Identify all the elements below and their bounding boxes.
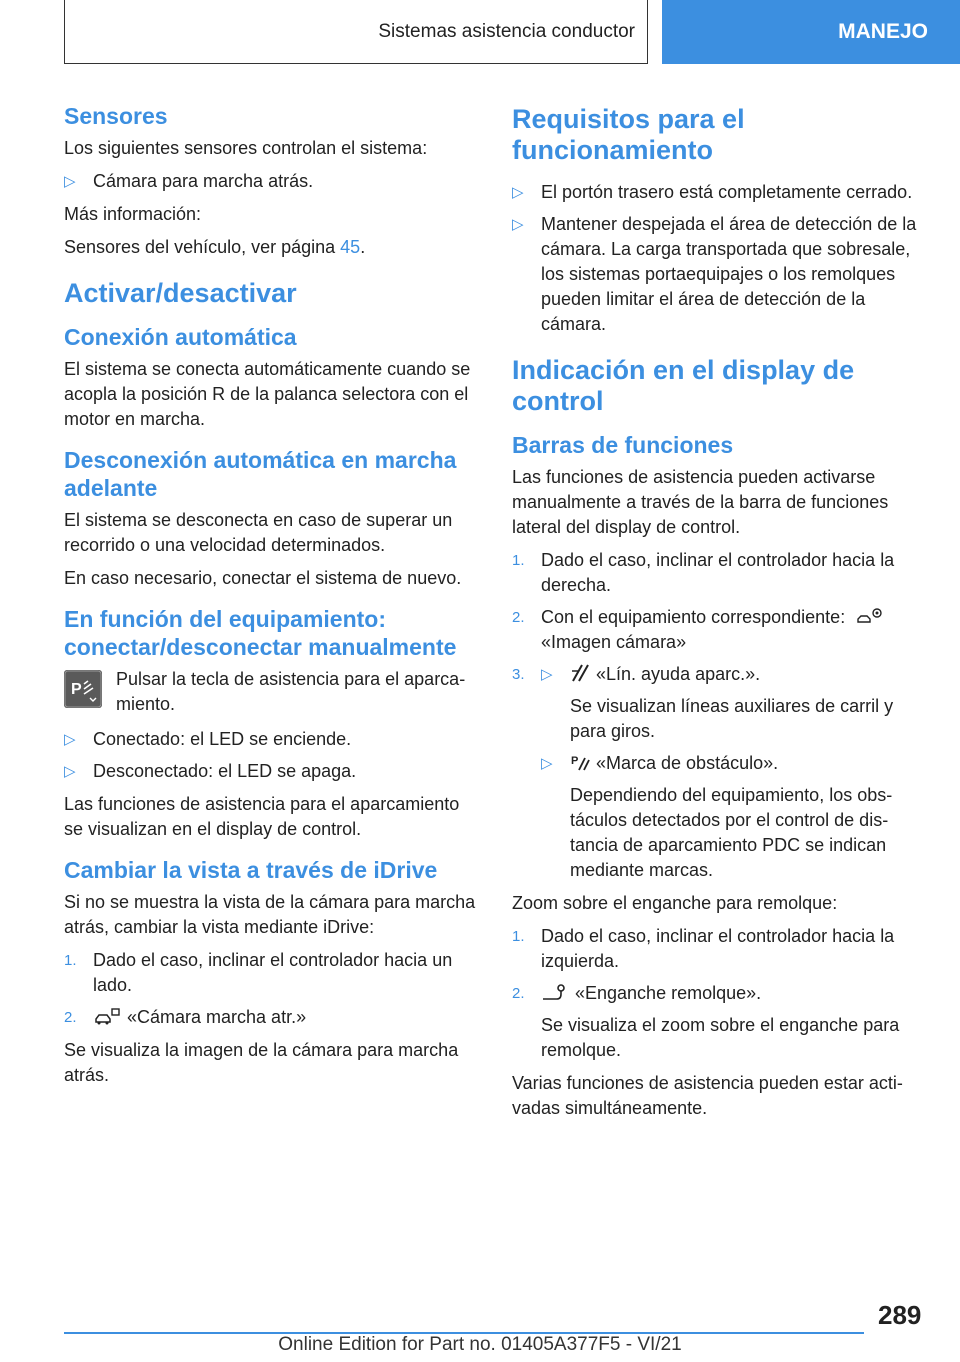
- sub-item-desc: Dependiendo del equipamiento, los obstáculos detectados por el control de distancia de aparcamiento PDC se indican mediante marcas.: [570, 785, 893, 880]
- obstacle-mark-icon: [570, 752, 590, 772]
- sensores-list: [64, 169, 482, 194]
- page-number: 289: [878, 1300, 922, 1330]
- sensores-text: Los siguientes sensores controlan el sistema:: [64, 138, 428, 158]
- zoom-steps: [512, 924, 928, 1063]
- conexion-text: El sistema se conecta automáticamente cuando se acopla la posición R de la palanca selectora con el motor en marcha.: [64, 359, 471, 429]
- header-chapter-label: MANEJO: [838, 20, 928, 43]
- bullet-triangle-icon: ▷: [512, 216, 524, 233]
- header-chapter-tab: [662, 0, 960, 64]
- list-item: 3. ▷ «Lín. ayuda aparc.». Se visualizan líneas auxiliares de carril y para giros. ▷ P «Marca de obstáculo». Dependiendo del equipamiento, los obstáculos detectados por el control de distancia de aparcamiento PDC se indican mediante marcas.: [512, 662, 928, 883]
- heading-activar: Activar/desactivar: [64, 278, 297, 308]
- cambiar-text: Si no se muestra la vista de la cámara para marcha atrás, cambiar la vista mediante iDrive:: [64, 892, 476, 937]
- barras-text: Las funciones de asistencia pueden activarse manualmente a través de la barra de funciones lateral del display de control.: [512, 467, 889, 537]
- desconexion-text-2: En caso necesario, conectar el sistema de nuevo.: [64, 568, 462, 588]
- bullet-triangle-icon: ▷: [541, 666, 553, 683]
- list-item: ▷ Mantener despejada el área de detección de la cámara. La carga transportada que sobresale, los sistemas portaequipajes o los remolques pueden limitar el área de detección de la cámara.: [512, 212, 928, 337]
- mas-info-text: Más información:: [64, 204, 202, 224]
- bullet-triangle-icon: ▷: [64, 763, 76, 780]
- list-item: ▷ Desconectado: el LED se apaga.: [64, 759, 482, 784]
- heading-conexion: Conexión automática: [64, 324, 297, 350]
- heading-requisitos: Requisitos para el funcionamiento: [512, 104, 745, 165]
- list-item: 2. «Cámara marcha atr.»: [64, 1007, 307, 1027]
- heading-funcion-equipamiento: En función del equipamiento: conectar/desconectar manualmente: [64, 606, 457, 660]
- right-column: [512, 100, 928, 1129]
- list-item: 1. Dado el caso, inclinar el controlador hacia la izquierda.: [512, 926, 895, 971]
- sub-item-obstacle: ▷ P «Marca de obstáculo».: [541, 751, 928, 776]
- led-list: [64, 727, 482, 784]
- heading-indicacion: Indicación en el display de control: [512, 355, 855, 416]
- list-item: 2. Con el equipamiento correspondiente: «Imagen cámara»: [512, 605, 928, 655]
- tecla-text: Pulsar la tecla de asistencia para el aparcamiento.: [116, 669, 466, 714]
- parking-key-row: [64, 667, 482, 717]
- list-item: ▷ El portón trasero está completamente cerrado.: [512, 180, 928, 205]
- list-item: 1. Dado el caso, inclinar el controlador hacia un lado.: [64, 950, 453, 995]
- trailer-hitch-icon: [541, 982, 569, 1002]
- varias-text: Varias funciones de asistencia pueden estar activadas simultáneamente.: [512, 1073, 903, 1118]
- guide-lines-icon: [570, 663, 590, 683]
- list-item: 1. Dado el caso, inclinar el controlador hacia la derecha.: [512, 550, 895, 595]
- bullet-triangle-icon: ▷: [541, 755, 553, 772]
- footer-edition: Online Edition for Part no. 01405A377F5 - VI/21: [278, 1334, 682, 1355]
- camera-car-icon: [93, 1006, 121, 1026]
- sub-item-desc: Se visualizan líneas auxiliares de carril y para giros.: [570, 696, 894, 741]
- svg-text:P: P: [71, 681, 82, 698]
- zoom-text: Zoom sobre el enganche para remolque:: [512, 893, 838, 913]
- sensores-reference: Sensores del vehículo, ver página 45.: [64, 237, 366, 257]
- desconexion-text-1: El sistema se desconecta en caso de superar un recorrido o una velocidad determinados.: [64, 510, 453, 555]
- header-section-box: [64, 0, 648, 64]
- heading-cambiar-vista: Cambiar la vista a través de iDrive: [64, 857, 438, 883]
- barras-steps: [512, 548, 928, 883]
- requisitos-list: [512, 180, 928, 337]
- list-item: ▷ Cámara para marcha atrás.: [64, 169, 482, 194]
- heading-barras: Barras de funciones: [512, 432, 734, 458]
- final-text: Se visualiza la imagen de la cámara para marcha atrás.: [64, 1040, 459, 1085]
- bullet-triangle-icon: ▷: [512, 184, 524, 201]
- sub-item-guide-lines: ▷ «Lín. ayuda aparc.».: [541, 662, 928, 687]
- bullet-triangle-icon: ▷: [64, 731, 76, 748]
- settings-camera-icon: [856, 606, 884, 626]
- funciones-text: Las funciones de asistencia para el aparcamiento se visualizan en el display de control.: [64, 794, 460, 839]
- page-link[interactable]: 45: [340, 237, 361, 257]
- svg-text:P: P: [571, 755, 579, 767]
- list-item: ▷ Conectado: el LED se enciende.: [64, 727, 482, 752]
- sub-item-desc: Se visualiza el zoom sobre el enganche para remolque.: [541, 1015, 900, 1060]
- heading-sensores: Sensores: [64, 103, 168, 129]
- parking-key-icon: [64, 670, 102, 708]
- cambiar-steps: [64, 948, 482, 1030]
- heading-desconexion: Desconexión automática en marcha adelante: [64, 447, 457, 501]
- left-column: [64, 100, 482, 1096]
- list-item: 2. «Enganche remolque». Se visualiza el zoom sobre el enganche para remolque.: [512, 981, 928, 1063]
- bullet-triangle-icon: ▷: [64, 173, 76, 190]
- header-section-title: Sistemas asistencia conductor: [378, 20, 635, 42]
